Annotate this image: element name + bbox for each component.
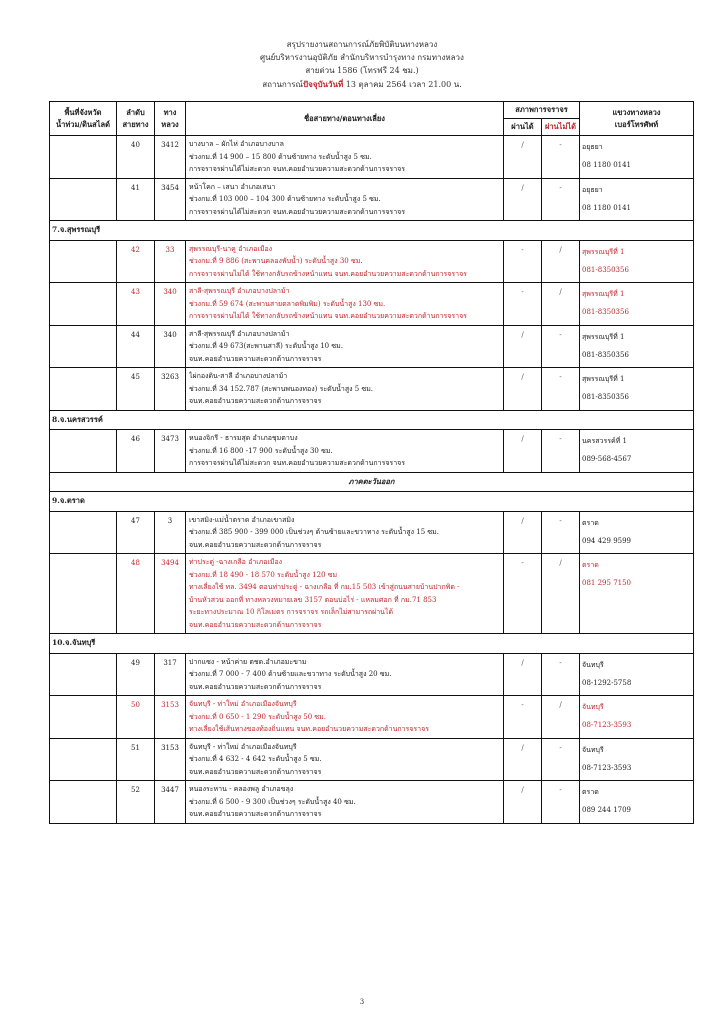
office-cell (580, 554, 694, 634)
col-traffic: สภาพการจราจร (504, 102, 580, 119)
highway-cell: 3412 (155, 136, 186, 179)
col-impassable: ผ่านไม่ได้ (542, 119, 580, 136)
route-line: จันทบุรี - ท่าใหม่ อำเภอเมืองจันทบุรี (189, 700, 297, 708)
table-row (50, 240, 694, 283)
passable-cell: / (504, 738, 542, 781)
passable-cell: / (504, 325, 542, 368)
table-row (50, 430, 694, 473)
passable-cell: - (504, 554, 542, 634)
table-row (50, 511, 694, 554)
route-line: ช่วงกม.ที่ 103 000 – 104 300 ด้านซ้ายทาง ระดับน้ำสูง 5 ซม. (189, 195, 381, 203)
passable-cell: / (504, 368, 542, 411)
area-cell (50, 696, 117, 739)
route-line: จนท.คอยอำนวยความสะดวกด้านการจราจร (189, 767, 322, 776)
highway-cell: 3473 (155, 430, 186, 473)
table-row (50, 368, 694, 411)
office-phone: 081-8350356 (582, 350, 629, 359)
table-row (50, 283, 694, 326)
office-cell (580, 240, 694, 283)
impassable-cell: / (542, 554, 580, 634)
office-cell (580, 738, 694, 781)
highway-cell: 3153 (155, 738, 186, 781)
office-phone: 08 1180 0141 (582, 161, 632, 169)
area-cell (50, 136, 117, 179)
office-name: ตราด (582, 518, 599, 527)
route-line: จนท.คอยอำนวยความสะดวกด้านการจราจร (189, 620, 322, 629)
area-cell (50, 325, 117, 368)
order-cell: 42 (117, 240, 155, 283)
passable-cell: / (504, 430, 542, 473)
area-cell (50, 554, 117, 634)
office-cell (580, 283, 694, 326)
route-line: ไผ่กองดิน-สาลี อำเภอบางปลาม้า (189, 372, 288, 380)
route-line: สุพรรณบุรี-นาคู อำเภอเมือง (189, 244, 273, 253)
flood-report-table (49, 101, 694, 824)
report-title: สรุปรายงานสถานการณ์ภัยพิบัติบนทางหลวง (286, 40, 438, 49)
impassable-cell: - (542, 136, 580, 179)
route-line: บ้านหัวสวน ออกที่ ทางหลวงหมายเลข 3157 ตอนบ่อไร่ - แหลมศอก ที่ กม.71 853 (189, 595, 437, 604)
col-route: ชื่อสายทาง/ตอนทางเลี่ยง (186, 102, 504, 136)
table-row (50, 738, 694, 781)
office-phone: 081-8350356 (582, 308, 629, 316)
office-phone: 08 1180 0141 (582, 203, 632, 212)
highway-cell: 3263 (155, 368, 186, 411)
impassable-cell: - (542, 325, 580, 368)
route-line: ช่วงกม.ที่ 18 490 - 18 570 ระดับน้ำสูง 120 ซม (189, 570, 338, 579)
order-cell: 45 (117, 368, 155, 411)
table-row (50, 136, 694, 179)
office-cell (580, 781, 694, 824)
highway-cell: 3 (155, 511, 186, 554)
col-highway: ทาง หลวง (155, 102, 186, 136)
office-phone: 089-568-4567 (582, 455, 632, 463)
route-cell (186, 136, 504, 179)
section-chanthaburi (50, 634, 694, 654)
table-row (50, 178, 694, 221)
route-line: ช่วงกม.ที่ 14 900 – 15 800 ด้านซ้ายทาง ระดับน้ำสูง 5 ซม. (189, 152, 372, 161)
area-cell (50, 430, 117, 473)
section-suphanburi-label: 7.จ.สุพรรณบุรี (50, 221, 694, 241)
office-phone: 08-1292-5758 (582, 678, 632, 687)
office-name: สุพรรณบุรีที่ 1 (582, 332, 625, 341)
office-name: จันทบุรี (582, 745, 604, 754)
route-cell (186, 240, 504, 283)
impassable-cell: - (542, 368, 580, 411)
area-cell (50, 738, 117, 781)
highway-cell: 33 (155, 240, 186, 283)
route-line: ท่าประดู่ -ฉางเกลือ อำเภอเมือง (189, 558, 283, 566)
route-cell (186, 738, 504, 781)
table-header-row-1 (50, 102, 694, 119)
area-cell (50, 653, 117, 696)
area-cell (50, 178, 117, 221)
order-cell: 49 (117, 653, 155, 696)
office-name: อยุธยา (582, 143, 603, 151)
route-line: ระยะทางประมาณ 10 กิโลเมตร การจราจร รถเล็กไม่สามารถผ่านได้ (189, 608, 394, 616)
office-phone: 089 244 1709 (582, 806, 632, 814)
office-phone: 081-8350356 (582, 393, 629, 401)
passable-cell: / (504, 511, 542, 554)
route-line: เขาสมิง-แม่น้ำตราด อำเภอเขาสมิง (189, 515, 295, 524)
route-cell (186, 781, 504, 824)
passable-cell: - (504, 240, 542, 283)
route-line: การจราจรผ่านได้ไม่สะดวก จนท.คอยอำนวยความสะดวกด้านการจราจร (189, 207, 405, 216)
route-line: การจราจรผ่านได้ไม่สะดวก จนท.คอยอำนวยความสะดวกด้านการจราจร (189, 165, 405, 173)
table-row (50, 653, 694, 696)
passable-cell: / (504, 178, 542, 221)
impassable-cell: - (542, 781, 580, 824)
route-line: หนองจิกรี - ธารมสุด อำเภอชุมตาบง (189, 434, 298, 442)
route-line: หนองระหาน - คลองพลู อำเภอขลุง (189, 785, 294, 793)
route-line: ช่วงกม.ที่ 6 500 - 9 300 เป็นช่วงๆ ระดับน้ำสูง 40 ซม. (189, 797, 356, 806)
office-name: นครสวรรค์ที่ 1 (582, 437, 627, 445)
report-agency: ศูนย์บริหารงานอุบัติภัย สำนักบริหารบำรุงทาง กรมทางหลวง (260, 53, 464, 62)
col-passable: ผ่านได้ (504, 119, 542, 136)
impassable-cell: - (542, 511, 580, 554)
route-cell (186, 368, 504, 411)
route-cell (186, 430, 504, 473)
route-cell (186, 653, 504, 696)
route-line: จนท.คอยอำนวยความสะดวกด้านการจราจร (189, 682, 322, 691)
route-line: สาลี-สุพรรณบุรี อำเภอบางปลาม้า (189, 329, 290, 338)
highway-cell: 3454 (155, 178, 186, 221)
route-line: บางบาล – ผักไห่ อำเภอบางบาล (189, 140, 284, 148)
office-cell (580, 368, 694, 411)
office-phone: 081 295 7150 (582, 579, 632, 587)
passable-cell: - (504, 283, 542, 326)
office-name: ตราด (582, 561, 599, 569)
route-line: จนท.คอยอำนวยความสะดวกด้านการจราจร (189, 540, 322, 549)
order-cell: 51 (117, 738, 155, 781)
passable-cell: / (504, 781, 542, 824)
route-line: ช่วงกม.ที่ 9 886 (สะพานคลองพับน้ำ) ระดับน้ำสูง 30 ซม. (189, 257, 363, 265)
office-name: จันทบุรี (582, 660, 604, 669)
office-cell (580, 653, 694, 696)
route-cell (186, 696, 504, 739)
region-label: ภาคตะวันออก (50, 472, 694, 492)
section-trat-label: 9.จ.ตราด (50, 492, 694, 512)
impassable-cell: - (542, 430, 580, 473)
section-nakhonsawan (50, 410, 694, 430)
route-line: ช่วงกม.ที่ 34 152.787 (สะพานพนองทอง) ระดับน้ำสูง 5 ซม. (189, 384, 374, 393)
highway-cell: 3153 (155, 696, 186, 739)
route-line: จันทบุรี - ท่าใหม่ อำเภอเมืองจันทบุรี (189, 742, 297, 751)
page-number: 3 (359, 998, 365, 1006)
order-cell: 52 (117, 781, 155, 824)
area-cell (50, 368, 117, 411)
order-cell: 47 (117, 511, 155, 554)
order-cell: 48 (117, 554, 155, 634)
col-order: ลำดับ สายทาง (117, 102, 155, 136)
office-name: ตราด (582, 788, 599, 796)
route-cell (186, 178, 504, 221)
route-line: ทางเลี่ยงใช้เส้นทางของท้องถิ่นแทน จนท.คอยอำนวยความสะดวกด้านการจราจร (189, 725, 429, 733)
passable-cell: / (504, 136, 542, 179)
table-row (50, 554, 694, 634)
impassable-cell: / (542, 283, 580, 326)
office-cell (580, 178, 694, 221)
area-cell (50, 240, 117, 283)
table-row (50, 325, 694, 368)
impassable-cell: - (542, 738, 580, 781)
section-suphanburi (50, 221, 694, 241)
office-cell (580, 136, 694, 179)
section-chanthaburi-label: 10.จ.จันทบุรี (50, 634, 694, 654)
area-cell (50, 283, 117, 326)
order-cell: 40 (117, 136, 155, 179)
route-line: ช่วงกม.ที่ 7 000 - 7 400 ด้านซ้ายและขวาทาง ระดับน้ำสูง 20 ซม. (189, 670, 392, 678)
impassable-cell: - (542, 178, 580, 221)
col-office: แขวงทางหลวง เบอร์โทรศัพท์ (580, 102, 694, 136)
route-line: ช่วงกม.ที่ 0 650 - 1 290 ระดับน้ำสูง 50 ซม. (189, 712, 326, 721)
table-row (50, 696, 694, 739)
section-nakhonsawan-label: 8.จ.นครสวรรค์ (50, 410, 694, 430)
area-cell (50, 781, 117, 824)
office-phone: 081-8350356 (582, 265, 629, 274)
highway-cell: 3447 (155, 781, 186, 824)
impassable-cell: / (542, 696, 580, 739)
route-line: ช่วงกม.ที่ 4 632 - 4 642 ระดับน้ำสูง 5 ซม. (189, 755, 322, 763)
route-line: สาลี-สุพรรณบุรี อำเภอบางปลาม้า (189, 287, 290, 295)
route-line: ช่วงกม.ที่ 385 900 - 399 000 เป็นช่วงๆ ด้านซ้ายและขวาทาง ระดับน้ำสูง 15 ซม. (189, 528, 439, 536)
section-trat (50, 492, 694, 512)
office-name: สุพรรณบุรีที่ 1 (582, 375, 625, 383)
office-phone: 094 429 9599 (582, 536, 632, 545)
route-line: ช่วงกม.ที่ 49 673(สะพานสาลี) ระดับน้ำสูง 10 ซม. (189, 342, 343, 350)
order-cell: 44 (117, 325, 155, 368)
area-cell (50, 511, 117, 554)
route-line: จนท.คอยอำนวยความสะดวกด้านการจราจร (189, 354, 322, 363)
route-line: ปากแซง - หน้าค่าย ตชด.อำเภอมะขาม (189, 657, 307, 666)
route-line: จนท.คอยอำนวยความสะดวกด้านการจราจร (189, 810, 322, 818)
timestamp-bold: ปัจจุบันวันที่ (302, 79, 344, 89)
route-cell (186, 554, 504, 634)
office-name: สุพรรณบุรีที่ 1 (582, 290, 625, 298)
route-line: ช่วงกม.ที่ 59 674 (สะพานสายตลาดพิมพิม) ระดับน้ำสูง 130 ซม. (189, 299, 386, 308)
route-cell (186, 511, 504, 554)
office-name: อยุธยา (582, 185, 603, 194)
impassable-cell: / (542, 240, 580, 283)
highway-cell: 317 (155, 653, 186, 696)
office-phone: 08-7123-3593 (582, 721, 632, 729)
timestamp-prefix: สถานการณ์ (262, 80, 303, 89)
report-hotline: สายด่วน 1586 (โทรฟรี 24 ชม.) (305, 66, 419, 75)
col-area: พื้นที่จังหวัด น้ำท่วม/ดินสไลด์ (50, 102, 117, 136)
route-line: การจราจรผ่านไม่ได้ ใช้ทางกลับรถข้างหน้าแทน จนท.คอยอำนวยความสะดวกด้านการจราจร (189, 269, 467, 278)
table-row (50, 781, 694, 824)
route-line: การจราจรผ่านได้ไม่สะดวก จนท.คอยอำนวยความสะดวกด้านการจราจร (189, 459, 405, 467)
order-cell: 43 (117, 283, 155, 326)
report-timestamp (0, 78, 724, 91)
order-cell: 46 (117, 430, 155, 473)
impassable-cell: - (542, 653, 580, 696)
office-name: จันทบุรี (582, 703, 604, 711)
region-row (50, 472, 694, 492)
route-cell (186, 325, 504, 368)
office-phone: 08-7123-3593 (582, 763, 632, 772)
route-line: การจราจรผ่านไม่ได้ ใช้ทางกลับรถข้างหน้าแทน จนท.คอยอำนวยความสะดวกด้านการจราจร (189, 312, 467, 320)
highway-cell: 3494 (155, 554, 186, 634)
highway-cell: 340 (155, 325, 186, 368)
office-name: สุพรรณบุรีที่ 1 (582, 247, 625, 256)
route-cell (186, 283, 504, 326)
route-line: ทางเลี่ยงใช้ ทล. 3494 ตอนท่าประดู่ - ฉางเกลือ ที่ กม.15 503 เข้าสู่ถนนสายบ้านปากพิด - (189, 583, 460, 591)
office-cell (580, 696, 694, 739)
passable-cell: - (504, 696, 542, 739)
route-line: หน้าโคก – เสนา อำเภอเสนา (189, 182, 276, 191)
office-cell (580, 430, 694, 473)
route-line: จนท.คอยอำนวยความสะดวกด้านการจราจร (189, 397, 322, 405)
passable-cell: / (504, 653, 542, 696)
order-cell: 50 (117, 696, 155, 739)
highway-cell: 340 (155, 283, 186, 326)
office-cell (580, 325, 694, 368)
order-cell: 41 (117, 178, 155, 221)
timestamp-date: 13 ตุลาคม 2564 เวลา 21.00 น. (343, 80, 462, 89)
office-cell (580, 511, 694, 554)
route-line: ช่วงกม.ที่ 16 800 -17 900 ระดับน้ำสูง 30 ซม. (189, 446, 333, 455)
